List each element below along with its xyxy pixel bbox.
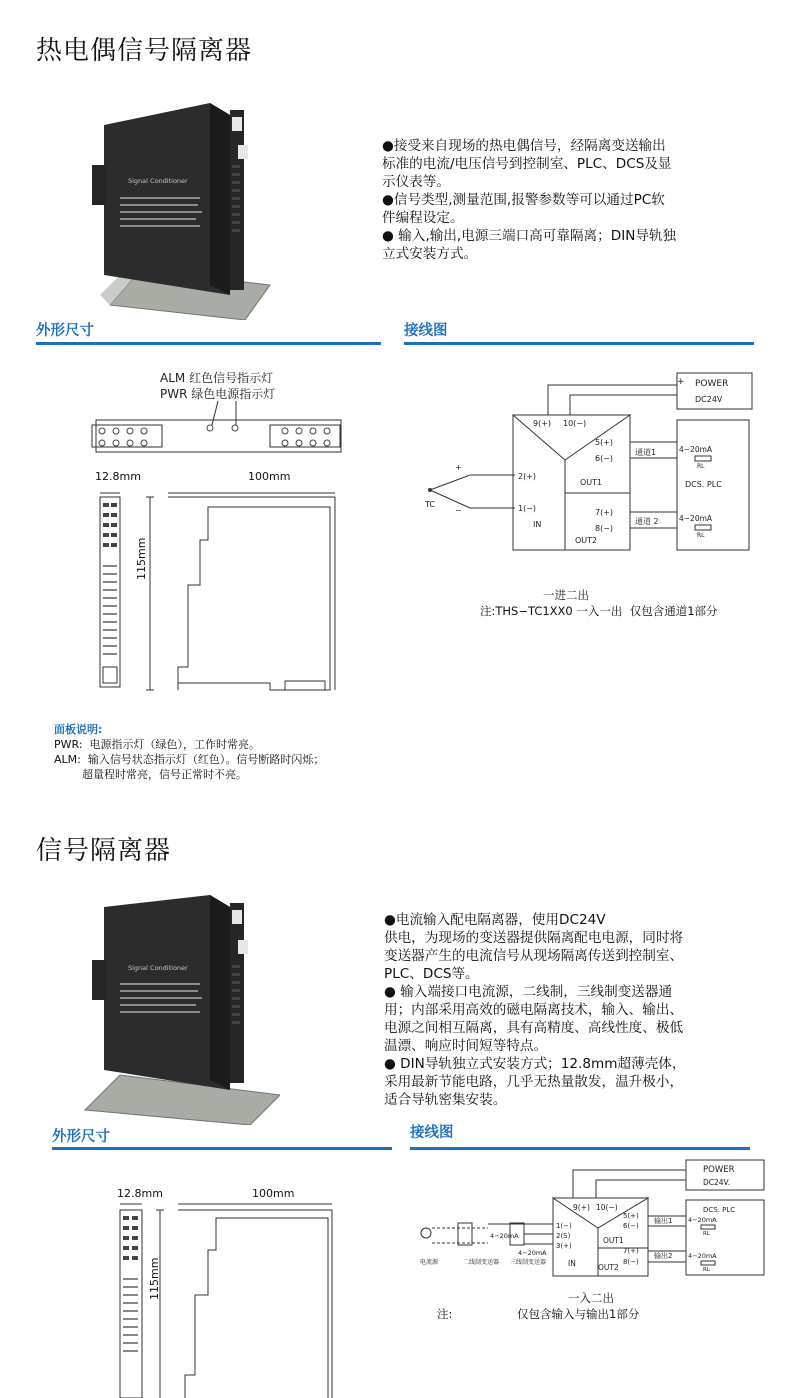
out1-label-1: OUT1 — [580, 478, 603, 487]
wiring-note-1: 注:THS−TC1XX0 一入一出 仅包含通道1部分 — [480, 604, 718, 618]
out2-label-1: OUT2 — [575, 536, 598, 545]
out1-label-2: OUT1 — [603, 1236, 624, 1245]
terminal-5-1: 5(+) — [595, 438, 614, 447]
section2-bullets: ●电流输入配电隔离器，使用DC24V 供电，为现场的变送器提供隔离配电电源，同时将 变送器产生的电流信号从现场隔离传送到控制室、 PLC、DCS等。 ● 输入端接口电流源，二线制，三线制变送器通 用；内部采用高效的磁电隔离技术，输入、输出、 电源之间相互隔离，具有高精度、高线性度、极低 温漂、响应时间短等特点。 ● DIN导轨独立式安装方式；12.8mm超薄壳体， 采用最新节能电路，几乎无热量散发，温升极小， 适合导轨密集安装。 — [384, 912, 686, 1108]
terminal-6-1: 6(−) — [595, 454, 614, 463]
device-label-1: Signal Conditioner — [128, 177, 188, 185]
terminal-8-1: 8(−) — [595, 524, 614, 533]
terminal-7-2: 7(+) — [623, 1247, 639, 1255]
wiring-note-prefix-2: 注: — [437, 1307, 453, 1321]
width-label-2: 12.8mm — [117, 1187, 163, 1200]
section2-title: 信号隔离器 — [36, 836, 172, 866]
power-plus-1: + — [677, 377, 685, 387]
front-panel-drawing — [90, 365, 350, 460]
section1-dimensions-heading: 外形尺寸 — [36, 323, 94, 339]
section2-wiring-rule — [410, 1147, 750, 1150]
terminal-9-2: 9(+) — [573, 1203, 590, 1212]
out2-label-2: OUT2 — [598, 1263, 619, 1272]
section2-wiring-heading: 接线图 — [410, 1125, 454, 1141]
power-label-1: POWER — [695, 379, 729, 389]
wiring-caption-2: 一入二出 — [568, 1291, 614, 1305]
terminal-10-1: 10(−) — [563, 419, 587, 428]
length-label-2: 100mm — [252, 1187, 295, 1200]
length-label-1: 100mm — [248, 470, 291, 483]
in-label-2: IN — [568, 1259, 576, 1268]
source1-label: 电流源 — [420, 1259, 439, 1266]
panel-notes-title: 面板说明: — [54, 723, 103, 736]
ma-label-2b: 4−20mA — [688, 1252, 717, 1260]
ma-label-1b: 4−20mA — [679, 514, 713, 523]
section1-dimensions-rule — [36, 342, 381, 345]
section1-wiring-heading: 接线图 — [404, 323, 448, 339]
source2-label: 二线制变送器 — [463, 1259, 500, 1266]
dimension-drawing-1 — [90, 485, 350, 700]
device-label-2: Signal Conditioner — [128, 964, 188, 972]
output2-label: 输出2 — [654, 1252, 673, 1260]
channel2-label: 通道 2 — [635, 517, 659, 526]
dcs-label-1: DCS. PLC — [685, 480, 722, 489]
power-label-2: POWER — [703, 1165, 735, 1175]
terminal-1-1: 1(−) — [518, 504, 537, 513]
terminal-9-1: 9(+) — [533, 419, 552, 428]
section2-dimensions-rule — [52, 1147, 392, 1150]
section2-dimensions-heading: 外形尺寸 — [52, 1129, 110, 1145]
output1-label: 输出1 — [654, 1217, 673, 1225]
terminal-7-1: 7(+) — [595, 508, 614, 517]
terminal-3-2: 3(+) — [556, 1242, 572, 1250]
section1-bullets: ●接受来自现场的热电偶信号，经隔离变送输出 标准的电流/电压信号到控制室、PLC、DCS及显 示仪表等。 ●信号类型,测量范围,报警参数等可以通过PC软 件编程设定。 ● 输入,输出,电源三端口高可靠隔离；DIN导轨独 立式安装方式。 — [382, 138, 677, 262]
tc-plus: + — [455, 463, 462, 472]
wiring-diagram-1 — [415, 365, 755, 565]
terminal-5-2: 5(+) — [623, 1212, 639, 1220]
rl-label-1a: RL — [697, 463, 705, 470]
dcs-label-2: DCS. PLC — [703, 1206, 736, 1214]
panel-notes: PWR: 电源指示灯（绿色），工作时常亮。 ALM: 输入信号状态指示灯（红色）。信号断路时闪烁； 超量程时常亮，信号正常时不亮。 — [54, 738, 325, 781]
rl-label-2b: RL — [703, 1267, 710, 1273]
terminal-10-2: 10(−) — [596, 1203, 618, 1212]
terminal-2-2: 2(S) — [556, 1232, 571, 1240]
rl-label-2a: RL — [703, 1231, 710, 1237]
in-label-1: IN — [533, 520, 542, 529]
height-label-2: 115mm — [148, 1257, 161, 1300]
ma-label-2a: 4−20mA — [688, 1216, 717, 1224]
wiring-note-2: 仅包含输入与输出1部分 — [517, 1307, 640, 1321]
section1-title: 热电偶信号隔离器 — [36, 36, 253, 66]
terminal-8-2: 8(−) — [623, 1258, 639, 1266]
wiring-diagram-2 — [418, 1158, 768, 1283]
tc-label: TC — [425, 500, 436, 509]
height-label-1: 115mm — [135, 537, 148, 580]
ma-label-2c: 4−20mA — [490, 1232, 519, 1240]
source3-label: 三线制变送器 — [510, 1259, 547, 1266]
pwr-label: PWR 绿色电源指示灯 — [160, 387, 276, 401]
product-photo-1 — [80, 95, 280, 320]
ma-label-1a: 4−20mA — [679, 445, 713, 454]
terminal-1-2: 1(−) — [556, 1222, 572, 1230]
wiring-caption-1: 一进二出 — [543, 588, 589, 602]
dc24v-label-1: DC24V — [695, 395, 723, 404]
ma-label-2d: 4−20mA — [518, 1249, 547, 1257]
section1-wiring-rule — [404, 342, 754, 345]
width-label-1: 12.8mm — [95, 470, 141, 483]
alm-label: ALM 红色信号指示灯 — [160, 371, 274, 385]
channel1-label: 通道1 — [635, 448, 657, 457]
product-photo-2 — [80, 895, 280, 1125]
terminal-6-2: 6(−) — [623, 1222, 639, 1230]
power-minus-1: _ — [677, 400, 682, 410]
rl-label-1b: RL — [697, 532, 705, 539]
tc-minus: − — [455, 506, 462, 515]
dimension-drawing-2 — [110, 1200, 345, 1398]
dc24v-label-2: DC24V. — [703, 1178, 731, 1187]
terminal-2-1: 2(+) — [518, 472, 537, 481]
